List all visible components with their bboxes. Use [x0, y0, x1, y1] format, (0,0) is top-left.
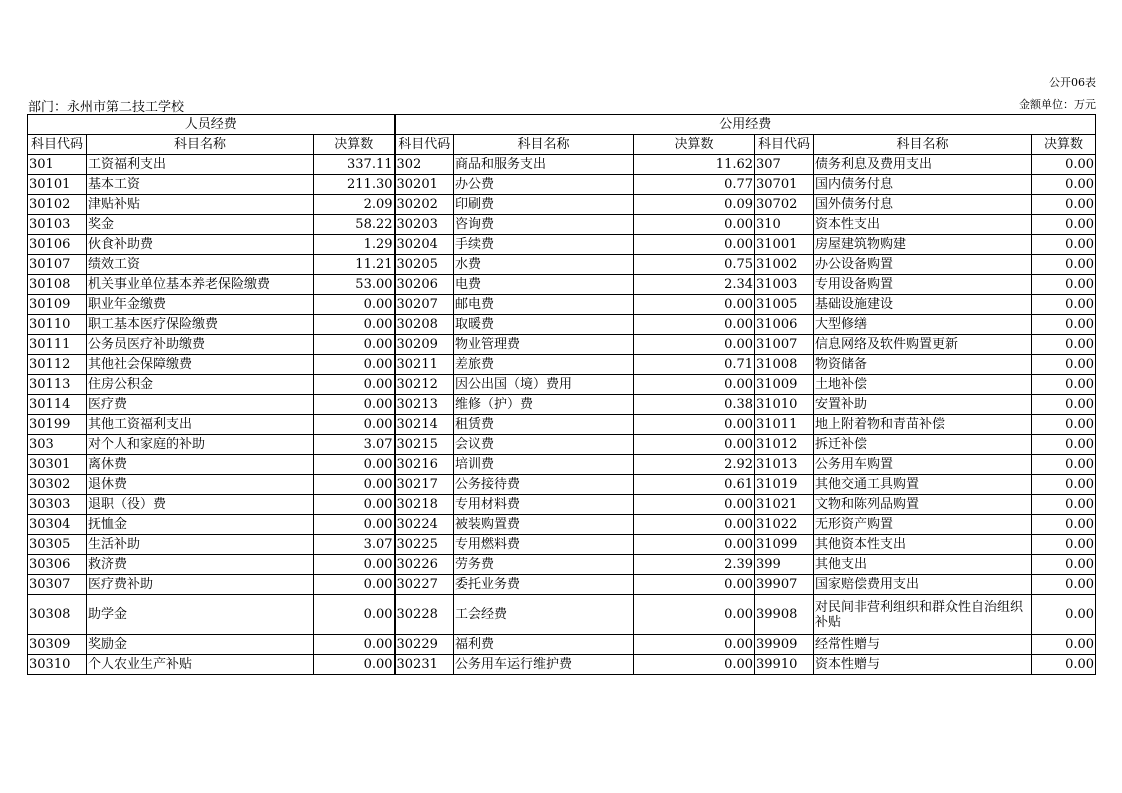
amount-cell: 0.00	[1032, 355, 1096, 375]
amount-cell: 0.00	[314, 595, 395, 635]
amount-cell: 2.92	[634, 455, 755, 475]
name-cell: 电费	[454, 275, 634, 295]
code-cell: 30217	[395, 475, 454, 495]
amount-cell: 2.34	[634, 275, 755, 295]
name-cell: 其他工资福利支出	[87, 415, 314, 435]
code-cell: 31007	[755, 335, 814, 355]
amount-cell: 0.00	[1032, 255, 1096, 275]
code-cell: 30108	[28, 275, 87, 295]
name-cell: 医疗费补助	[87, 575, 314, 595]
name-cell: 公务员医疗补助缴费	[87, 335, 314, 355]
name-cell: 退职（役）费	[87, 495, 314, 515]
amount-cell: 0.00	[1032, 595, 1096, 635]
amount-cell: 0.00	[1032, 195, 1096, 215]
name-cell: 救济费	[87, 555, 314, 575]
code-cell: 31022	[755, 515, 814, 535]
name-cell: 办公设备购置	[814, 255, 1032, 275]
code-cell: 30207	[395, 295, 454, 315]
col-code-header: 科目代码	[28, 135, 87, 155]
amount-cell: 0.38	[634, 395, 755, 415]
name-cell: 咨询费	[454, 215, 634, 235]
name-cell: 委托业务费	[454, 575, 634, 595]
amount-cell: 0.00	[314, 635, 395, 655]
name-cell: 租赁费	[454, 415, 634, 435]
amount-cell: 0.00	[1032, 315, 1096, 335]
amount-cell: 0.00	[1032, 175, 1096, 195]
table-row	[28, 215, 1096, 235]
amount-cell: 11.21	[314, 255, 395, 275]
code-cell: 30114	[28, 395, 87, 415]
name-cell: 地上附着物和青苗补偿	[814, 415, 1032, 435]
table-row	[28, 255, 1096, 275]
amount-cell: 0.00	[1032, 515, 1096, 535]
code-cell: 31021	[755, 495, 814, 515]
name-cell: 水费	[454, 255, 634, 275]
col-code-header: 科目代码	[755, 135, 814, 155]
amount-cell: 0.00	[1032, 475, 1096, 495]
col-name-header: 科目名称	[87, 135, 314, 155]
amount-cell: 0.00	[314, 315, 395, 335]
amount-cell: 2.39	[634, 555, 755, 575]
code-cell: 30201	[395, 175, 454, 195]
name-cell: 公务接待费	[454, 475, 634, 495]
name-cell: 生活补助	[87, 535, 314, 555]
table-row	[28, 335, 1096, 355]
code-cell: 31006	[755, 315, 814, 335]
code-cell: 30303	[28, 495, 87, 515]
amount-cell: 0.00	[1032, 295, 1096, 315]
name-cell: 个人农业生产补贴	[87, 655, 314, 675]
name-cell: 工资福利支出	[87, 155, 314, 175]
name-cell: 工会经费	[454, 595, 634, 635]
code-cell: 30701	[755, 175, 814, 195]
name-cell: 专用设备购置	[814, 275, 1032, 295]
amount-cell: 0.00	[314, 655, 395, 675]
code-cell: 31011	[755, 415, 814, 435]
code-cell: 30305	[28, 535, 87, 555]
name-cell: 机关事业单位基本养老保险缴费	[87, 275, 314, 295]
name-cell: 福利费	[454, 635, 634, 655]
table-row	[28, 515, 1096, 535]
table-row	[28, 475, 1096, 495]
code-cell: 31019	[755, 475, 814, 495]
code-cell: 310	[755, 215, 814, 235]
code-cell: 307	[755, 155, 814, 175]
name-cell: 取暖费	[454, 315, 634, 335]
amount-cell: 0.00	[634, 435, 755, 455]
code-cell: 30109	[28, 295, 87, 315]
amount-cell: 0.00	[314, 355, 395, 375]
code-cell: 30301	[28, 455, 87, 475]
code-cell: 30304	[28, 515, 87, 535]
amount-cell: 0.00	[634, 635, 755, 655]
name-cell: 其他交通工具购置	[814, 475, 1032, 495]
col-amount-header: 决算数	[314, 135, 395, 155]
amount-cell: 0.00	[634, 215, 755, 235]
amount-cell: 0.00	[314, 295, 395, 315]
name-cell: 培训费	[454, 455, 634, 475]
amount-cell: 2.09	[314, 195, 395, 215]
code-cell: 30229	[395, 635, 454, 655]
code-cell: 30103	[28, 215, 87, 235]
table-row	[28, 575, 1096, 595]
name-cell: 离休费	[87, 455, 314, 475]
table-row	[28, 375, 1096, 395]
code-cell: 30205	[395, 255, 454, 275]
name-cell: 信息网络及软件购置更新	[814, 335, 1032, 355]
amount-cell: 0.00	[634, 415, 755, 435]
code-cell: 39909	[755, 635, 814, 655]
table-row	[28, 155, 1096, 175]
group-public-header: 公用经费	[395, 115, 1096, 135]
code-cell: 31005	[755, 295, 814, 315]
name-cell: 其他资本性支出	[814, 535, 1032, 555]
code-cell: 30225	[395, 535, 454, 555]
code-cell: 30231	[395, 655, 454, 675]
amount-cell: 0.00	[1032, 455, 1096, 475]
code-cell: 30214	[395, 415, 454, 435]
amount-cell: 0.00	[634, 235, 755, 255]
table-row	[28, 395, 1096, 415]
name-cell: 助学金	[87, 595, 314, 635]
amount-cell: 0.00	[1032, 235, 1096, 255]
amount-cell: 0.00	[1032, 155, 1096, 175]
name-cell: 其他支出	[814, 555, 1032, 575]
col-name-header: 科目名称	[814, 135, 1032, 155]
code-cell: 30309	[28, 635, 87, 655]
amount-cell: 0.00	[1032, 495, 1096, 515]
name-cell: 对民间非营利组织和群众性自治组织补贴	[814, 595, 1032, 635]
col-name-header: 科目名称	[454, 135, 634, 155]
amount-cell: 3.07	[314, 435, 395, 455]
group-header-row	[28, 115, 1096, 135]
name-cell: 被装购置费	[454, 515, 634, 535]
table-row	[28, 635, 1096, 655]
amount-cell: 0.71	[634, 355, 755, 375]
table-row	[28, 195, 1096, 215]
amount-cell: 0.00	[634, 295, 755, 315]
name-cell: 经常性赠与	[814, 635, 1032, 655]
amount-cell: 0.00	[1032, 555, 1096, 575]
amount-cell: 3.07	[314, 535, 395, 555]
name-cell: 文物和陈列品购置	[814, 495, 1032, 515]
code-cell: 30112	[28, 355, 87, 375]
code-cell: 30228	[395, 595, 454, 635]
table-row	[28, 555, 1096, 575]
code-cell: 30102	[28, 195, 87, 215]
name-cell: 维修（护）费	[454, 395, 634, 415]
table-row	[28, 535, 1096, 555]
code-cell: 39910	[755, 655, 814, 675]
group-personnel-header: 人员经费	[28, 115, 395, 135]
name-cell: 抚恤金	[87, 515, 314, 535]
code-cell: 30308	[28, 595, 87, 635]
name-cell: 差旅费	[454, 355, 634, 375]
amount-cell: 0.00	[314, 395, 395, 415]
department-label: 部门：永州市第二技工学校	[28, 100, 185, 115]
amount-cell: 0.77	[634, 175, 755, 195]
name-cell: 劳务费	[454, 555, 634, 575]
code-cell: 30310	[28, 655, 87, 675]
code-cell: 31008	[755, 355, 814, 375]
name-cell: 物业管理费	[454, 335, 634, 355]
amount-cell: 0.00	[634, 375, 755, 395]
code-cell: 30307	[28, 575, 87, 595]
code-cell: 30226	[395, 555, 454, 575]
amount-cell: 0.00	[634, 335, 755, 355]
name-cell: 商品和服务支出	[454, 155, 634, 175]
code-cell: 39907	[755, 575, 814, 595]
amount-cell: 0.00	[314, 475, 395, 495]
code-cell: 30199	[28, 415, 87, 435]
table-row	[28, 315, 1096, 335]
amount-cell: 0.00	[1032, 215, 1096, 235]
amount-unit-label: 金额单位：万元	[1019, 98, 1096, 111]
amount-cell: 0.00	[314, 575, 395, 595]
code-cell: 30227	[395, 575, 454, 595]
name-cell: 专用燃料费	[454, 535, 634, 555]
col-amount-header: 决算数	[634, 135, 755, 155]
code-cell: 39908	[755, 595, 814, 635]
name-cell: 退休费	[87, 475, 314, 495]
amount-cell: 0.00	[1032, 275, 1096, 295]
amount-cell: 0.00	[634, 535, 755, 555]
name-cell: 专用材料费	[454, 495, 634, 515]
amount-cell: 0.00	[1032, 415, 1096, 435]
code-cell: 30216	[395, 455, 454, 475]
amount-cell: 0.00	[314, 495, 395, 515]
amount-cell: 0.00	[1032, 575, 1096, 595]
code-cell: 31003	[755, 275, 814, 295]
name-cell: 住房公积金	[87, 375, 314, 395]
code-cell: 30111	[28, 335, 87, 355]
amount-cell: 0.00	[634, 315, 755, 335]
code-cell: 30203	[395, 215, 454, 235]
name-cell: 因公出国（境）费用	[454, 375, 634, 395]
code-cell: 30306	[28, 555, 87, 575]
amount-cell: 0.00	[1032, 375, 1096, 395]
amount-cell: 0.00	[314, 555, 395, 575]
name-cell: 安置补助	[814, 395, 1032, 415]
name-cell: 国家赔偿费用支出	[814, 575, 1032, 595]
name-cell: 物资储备	[814, 355, 1032, 375]
amount-cell: 0.61	[634, 475, 755, 495]
table-row	[28, 275, 1096, 295]
amount-cell: 0.75	[634, 255, 755, 275]
name-cell: 奖励金	[87, 635, 314, 655]
table-row	[28, 455, 1096, 475]
code-cell: 31012	[755, 435, 814, 455]
name-cell: 其他社会保障缴费	[87, 355, 314, 375]
table-row	[28, 655, 1096, 675]
name-cell: 国内债务付息	[814, 175, 1032, 195]
name-cell: 基本工资	[87, 175, 314, 195]
name-cell: 资本性赠与	[814, 655, 1032, 675]
code-cell: 31001	[755, 235, 814, 255]
code-cell: 30208	[395, 315, 454, 335]
name-cell: 伙食补助费	[87, 235, 314, 255]
amount-cell: 0.00	[314, 415, 395, 435]
table-row	[28, 295, 1096, 315]
amount-cell: 0.00	[634, 495, 755, 515]
code-cell: 31009	[755, 375, 814, 395]
code-cell: 31010	[755, 395, 814, 415]
amount-cell: 0.00	[1032, 535, 1096, 555]
table-row	[28, 435, 1096, 455]
code-cell: 30110	[28, 315, 87, 335]
table-row	[28, 235, 1096, 255]
name-cell: 医疗费	[87, 395, 314, 415]
amount-cell: 0.00	[1032, 635, 1096, 655]
code-cell: 399	[755, 555, 814, 575]
name-cell: 奖金	[87, 215, 314, 235]
code-cell: 30302	[28, 475, 87, 495]
name-cell: 职工基本医疗保险缴费	[87, 315, 314, 335]
col-amount-header: 决算数	[1032, 135, 1096, 155]
code-cell: 30113	[28, 375, 87, 395]
code-cell: 30209	[395, 335, 454, 355]
code-cell: 30204	[395, 235, 454, 255]
amount-cell: 0.00	[1032, 335, 1096, 355]
name-cell: 会议费	[454, 435, 634, 455]
name-cell: 拆迁补偿	[814, 435, 1032, 455]
code-cell: 31013	[755, 455, 814, 475]
amount-cell: 58.22	[314, 215, 395, 235]
amount-cell: 0.00	[634, 595, 755, 635]
name-cell: 津贴补贴	[87, 195, 314, 215]
amount-cell: 0.09	[634, 195, 755, 215]
name-cell: 无形资产购置	[814, 515, 1032, 535]
amount-cell: 0.00	[314, 335, 395, 355]
name-cell: 房屋建筑物购建	[814, 235, 1032, 255]
name-cell: 对个人和家庭的补助	[87, 435, 314, 455]
name-cell: 基础设施建设	[814, 295, 1032, 315]
amount-cell: 337.11	[314, 155, 395, 175]
amount-cell: 0.00	[634, 655, 755, 675]
code-cell: 31099	[755, 535, 814, 555]
code-cell: 30215	[395, 435, 454, 455]
name-cell: 国外债务付息	[814, 195, 1032, 215]
name-cell: 大型修缮	[814, 315, 1032, 335]
code-cell: 301	[28, 155, 87, 175]
table-row	[28, 355, 1096, 375]
expenditure-table	[27, 114, 1096, 675]
code-cell: 30101	[28, 175, 87, 195]
code-cell: 30224	[395, 515, 454, 535]
name-cell: 绩效工资	[87, 255, 314, 275]
amount-cell: 53.00	[314, 275, 395, 295]
amount-cell: 0.00	[1032, 435, 1096, 455]
col-code-header: 科目代码	[395, 135, 454, 155]
amount-cell: 0.00	[314, 455, 395, 475]
code-cell: 31002	[755, 255, 814, 275]
code-cell: 30107	[28, 255, 87, 275]
column-header-row	[28, 135, 1096, 155]
table-row	[28, 415, 1096, 435]
amount-cell: 11.62	[634, 155, 755, 175]
name-cell: 土地补偿	[814, 375, 1032, 395]
amount-cell: 1.29	[314, 235, 395, 255]
name-cell: 印刷费	[454, 195, 634, 215]
code-cell: 30106	[28, 235, 87, 255]
table-row	[28, 495, 1096, 515]
name-cell: 公务用车运行维护费	[454, 655, 634, 675]
code-cell: 30212	[395, 375, 454, 395]
name-cell: 手续费	[454, 235, 634, 255]
amount-cell: 0.00	[634, 515, 755, 535]
table-row	[28, 175, 1096, 195]
amount-cell: 0.00	[634, 575, 755, 595]
name-cell: 公务用车购置	[814, 455, 1032, 475]
name-cell: 职业年金缴费	[87, 295, 314, 315]
amount-cell: 0.00	[1032, 395, 1096, 415]
code-cell: 30702	[755, 195, 814, 215]
amount-cell: 0.00	[314, 375, 395, 395]
amount-cell: 0.00	[314, 515, 395, 535]
code-cell: 30202	[395, 195, 454, 215]
code-cell: 30211	[395, 355, 454, 375]
name-cell: 办公费	[454, 175, 634, 195]
amount-cell: 211.30	[314, 175, 395, 195]
code-cell: 302	[395, 155, 454, 175]
code-cell: 303	[28, 435, 87, 455]
form-number: 公开06表	[1049, 76, 1096, 89]
name-cell: 邮电费	[454, 295, 634, 315]
amount-cell: 0.00	[1032, 655, 1096, 675]
table-row	[28, 595, 1096, 635]
name-cell: 债务利息及费用支出	[814, 155, 1032, 175]
name-cell: 资本性支出	[814, 215, 1032, 235]
code-cell: 30206	[395, 275, 454, 295]
code-cell: 30218	[395, 495, 454, 515]
code-cell: 30213	[395, 395, 454, 415]
